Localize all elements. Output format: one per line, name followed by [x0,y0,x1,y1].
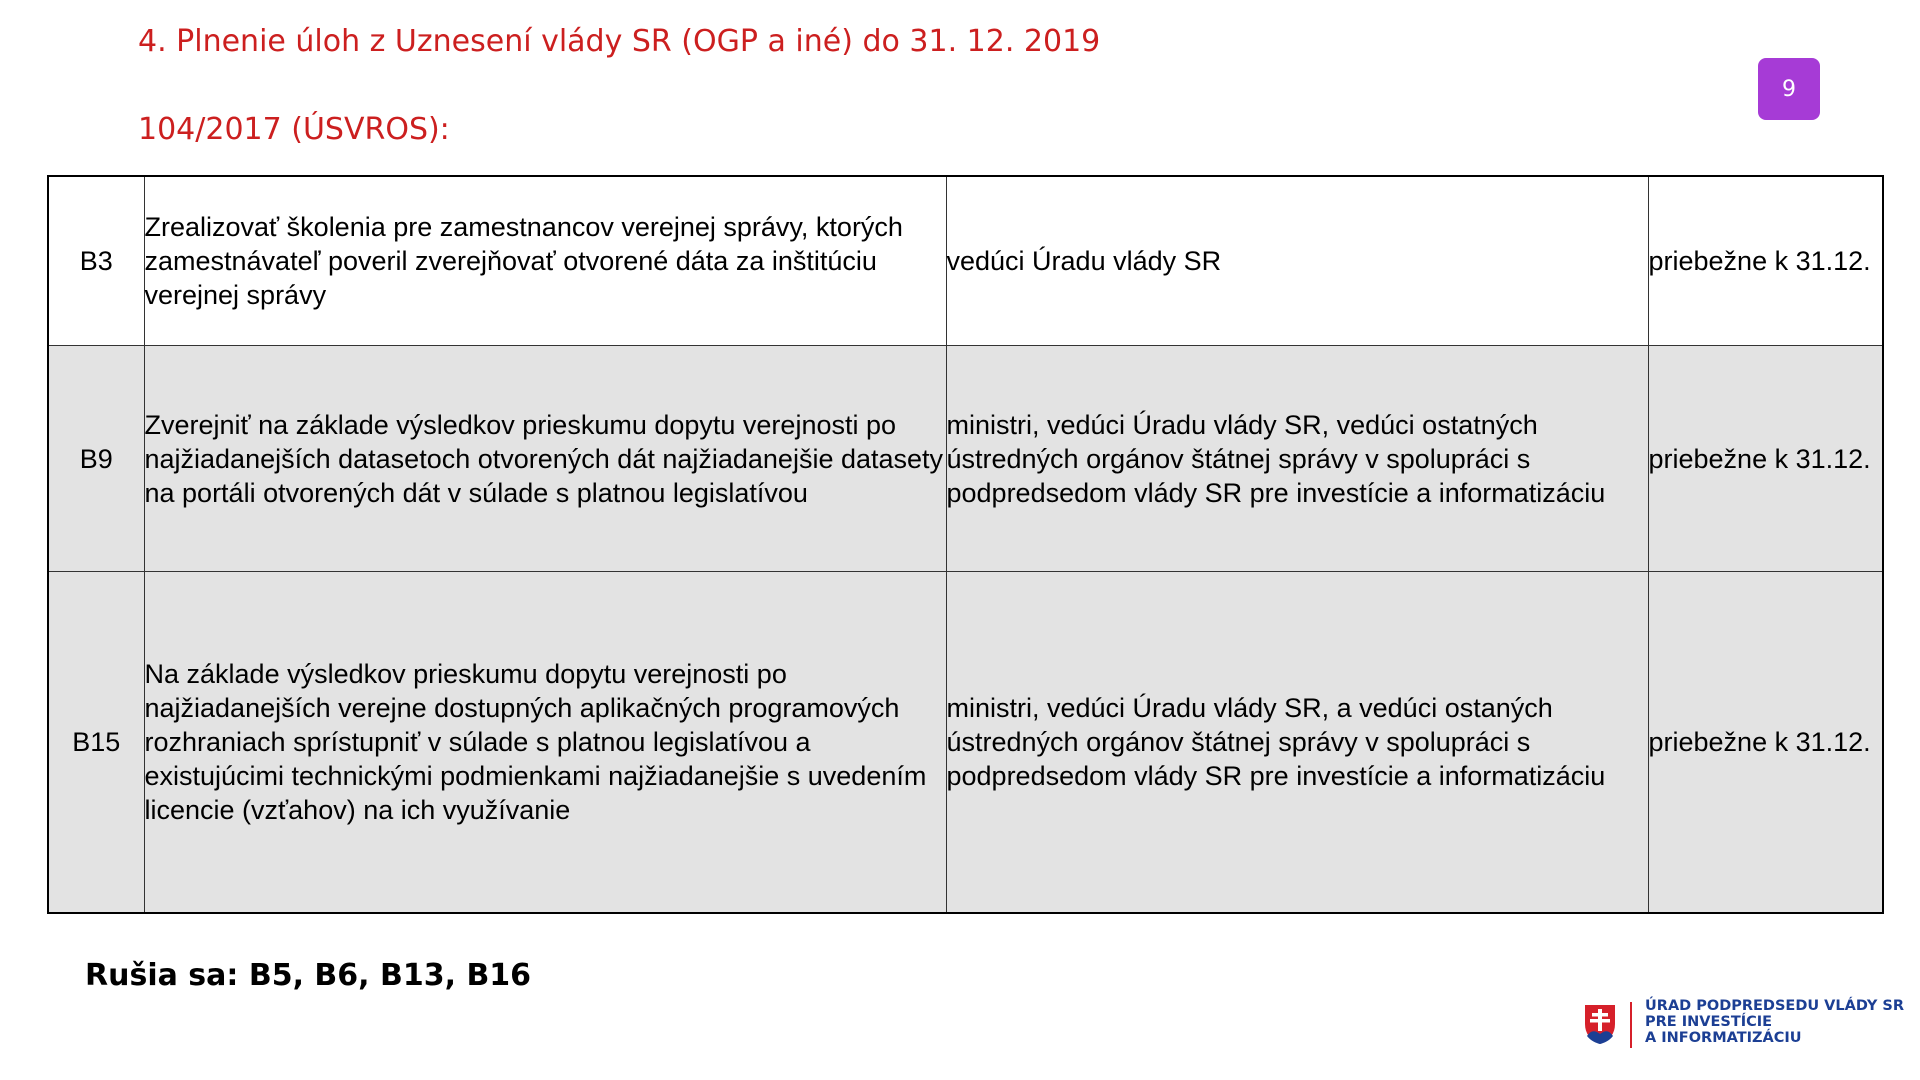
table-row [48,346,1883,572]
page-subtitle: 104/2017 (ÚSVROS): [138,112,450,147]
tasks-table [47,175,1884,914]
task-description: Na základe výsledkov prieskumu dopytu verejnosti po najžiadanejších verejne dostupných aplikačných programových rozhraniach sprístupniť v súlade s platnou legislatívou a existujúcimi technickými podmienkami najžiadanejšie s uvedením licencie (vzťahov) na ich využívanie [144,572,946,914]
task-code: B15 [48,572,144,914]
table-row [48,572,1883,914]
logo-text: ÚRAD PODPREDSEDU VLÁDY SR PRE INVESTÍCIE A INFORMATIZÁCIU [1645,998,1904,1046]
task-deadline: priebežne k 31.12. [1648,346,1883,572]
task-code: B3 [48,176,144,346]
slovak-coat-of-arms-icon [1582,1002,1618,1046]
task-responsible: ministri, vedúci Úradu vlády SR, a vedúci ostaných ústredných orgánov štátnej správy v spolupráci s podpredsedom vlády SR pre investície a informatizáciu [946,572,1648,914]
logo-separator [1630,1002,1632,1048]
task-deadline: priebežne k 31.12. [1648,572,1883,914]
page-title: 4. Plnenie úloh z Uznesení vlády SR (OGP a iné) do 31. 12. 2019 [138,24,1101,59]
page-number-badge: 9 [1758,58,1820,120]
task-deadline: priebežne k 31.12. [1648,176,1883,346]
task-responsible: ministri, vedúci Úradu vlády SR, vedúci ostatných ústredných orgánov štátnej správy v spolupráci s podpredsedom vlády SR pre investície a informatizáciu [946,346,1648,572]
task-description: Zverejniť na základe výsledkov prieskumu dopytu verejnosti po najžiadanejších datasetoch otvorených dát najžiadanejšie datasety na portáli otvorených dát v súlade s platnou legislatívou [144,346,946,572]
table-row [48,176,1883,346]
task-description: Zrealizovať školenia pre zamestnancov verejnej správy, ktorých zamestnávateľ poveril zverejňovať otvorené dáta za inštitúciu verejnej správy [144,176,946,346]
office-logo [1582,998,1904,1058]
task-responsible: vedúci Úradu vlády SR [946,176,1648,346]
task-code: B9 [48,346,144,572]
cancelled-tasks-note: Rušia sa: B5, B6, B13, B16 [85,958,532,993]
